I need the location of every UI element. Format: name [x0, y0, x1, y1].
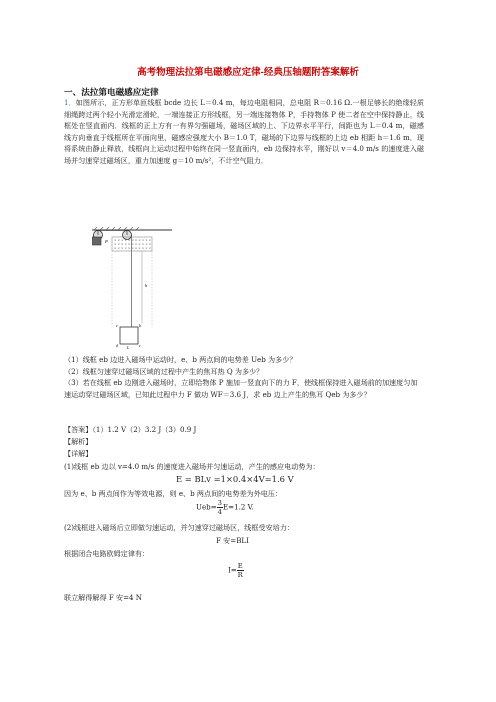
square-frame [120, 327, 138, 344]
document-title: 高考物理法拉第电磁感应定律-经典压轴题附答案解析 [137, 67, 359, 78]
label-d: d [116, 343, 118, 348]
equation-emf: E = BLv =1×0.4×4V=1.6 V [176, 474, 294, 484]
ueb-denominator: 4 [217, 508, 222, 516]
label-b: b [139, 323, 141, 328]
label-c: c [139, 343, 141, 348]
section-heading: 一、法拉第电磁感应定律 [64, 87, 159, 97]
answer-line: 【答案】（1）1.2 V（2）3.2 J（3）0.9 J [64, 425, 197, 434]
block-p [92, 237, 101, 245]
question-number: 1． [64, 98, 76, 107]
solution-2-result: 联立解得解得 F 安=4 N [64, 593, 143, 602]
sub-question-1: （1）线框 eb 边进入磁场中运动时，e、b 两点间的电势差 Ueb 为多少？ [64, 355, 297, 364]
svg-text:× × × × × × × × × × ×: × × × × × × × × × × × [114, 242, 152, 246]
sub-question-2: （2）线框匀速穿过磁场区域的过程中产生的焦耳热 Q 为多少？ [64, 366, 264, 376]
ueb-rhs: E=1.2 V. [223, 502, 254, 512]
label-p: P [105, 239, 108, 244]
label-h: h [145, 283, 148, 288]
solution-2-ohm: 根据闭合电路欧姆定律有： [64, 549, 150, 558]
physics-diagram [92, 227, 172, 349]
svg-text:× × × × × × × × × × ×: × × × × × × × × × × × [114, 246, 152, 250]
sub-question-3: （3）若在线框 eb 边刚进入磁场时，立即给物体 P 施加一竖直向下的力 F，使线框保持进入磁场前的加速度匀加速运动穿过磁场区域，已知此过程中力 F 做功 WF＝3.6 J，求 eb 边上产生的焦耳 Qeb 为多少？ [64, 378, 418, 399]
current-numerator: E [237, 562, 243, 570]
current-fraction [237, 562, 244, 579]
svg-text:× × × × × × × × × × ×: × × × × × × × × × × × [114, 238, 152, 242]
ueb-lhs: Ueb= [196, 502, 217, 512]
question-body: 如图所示，正方形单匝线框 bcde 边长 L＝0.4 m，每边电阻相同，总电阻 R＝0.16 Ω.一根足够长的绝缘轻质细绳跨过两个轻小光滑定滑轮，一端连接正方形线框，另一端连接物体 P，手持物体 P 使二者在空中保持静止，线框处在竖直面内．线框的正上方有一有界匀强磁场，磁场区域的上、下边界水平平行，间距也为 L＝0.4 m，磁感线方向垂直于线框所在平面向里，磁感应强度大小 B＝1.0 T，磁场的下边界与线框的上边 eb 相距 h＝1.6 m．现将系统由静止释放，线框向上运动过程中始终在同一竖直面内，eb 边保持水平，刚好以 v＝4.0 m/s 的速度进入磁场并匀速穿过磁场区，重力加速度 g＝10 m/s²，不计空气阻力． [64, 98, 424, 165]
solution-1-intro: (1)线框 eb 边以 v=4.0 m/s 的速度进入磁场并匀速运动，产生的感应电动势为： [64, 462, 320, 471]
question-text [64, 97, 424, 167]
label-e: e [116, 323, 118, 328]
label-l: L [127, 345, 130, 349]
current-denominator: R [237, 571, 243, 579]
ueb-numerator: 3 [217, 499, 222, 507]
analysis-tag: 【解析】 [64, 437, 93, 446]
equation-current [228, 562, 244, 579]
sub-questions [64, 354, 424, 400]
solution-2-intro: (2)线框进入磁场后立即做匀速运动，并匀速穿过磁场区，线框受安培力： [64, 523, 294, 532]
equation-ampere-force: F 安=BLI [216, 536, 249, 545]
solution-1-since: 因为 e、b 两点间作为等效电源，则 e、b 两点间的电势差为外电压： [64, 489, 283, 498]
current-lhs: I= [228, 565, 237, 575]
detail-tag: 【详解】 [64, 449, 93, 458]
equation-ueb [196, 499, 254, 516]
